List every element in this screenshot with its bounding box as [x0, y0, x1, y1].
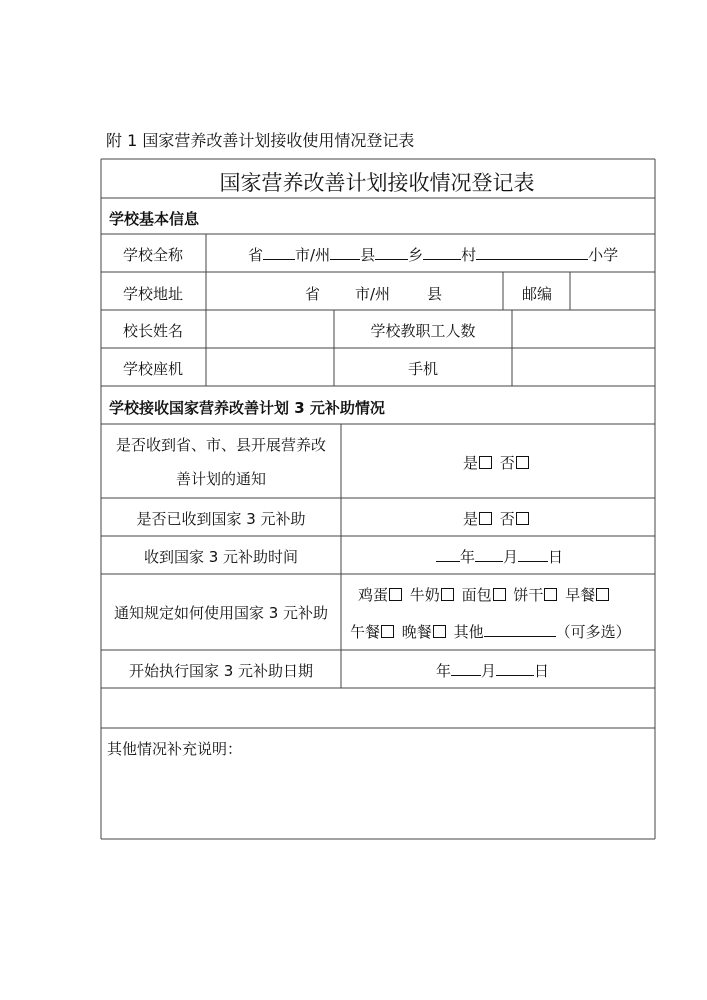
mobile-label: 手机	[407, 360, 439, 378]
q1-no-text: 否	[499, 454, 515, 472]
q2-no-checkbox[interactable]	[516, 512, 529, 525]
opt-breakfast-checkbox[interactable]	[596, 588, 609, 601]
landline-label: 学校座机	[122, 360, 184, 378]
q1-label-line1: 是否收到省、市、县开展营养改	[115, 436, 327, 454]
city-text: 市/州	[295, 246, 331, 264]
q3-label: 收到国家 3 元补助时间	[143, 548, 299, 566]
address-province-text: 省	[305, 285, 321, 303]
q5-label: 开始执行国家 3 元补助日期	[128, 662, 314, 680]
q3-day-text: 日	[548, 548, 564, 566]
q3-date-field[interactable]	[436, 546, 563, 567]
primary-school-text: 小学	[588, 246, 619, 264]
opt-milk-text: 牛奶	[409, 586, 440, 604]
q1-options	[463, 452, 532, 473]
q1-label-line2: 善计划的通知	[175, 470, 267, 488]
section-subsidy-heading: 学校接收国家营养改善计划 3 元补助情况	[109, 399, 385, 417]
remarks-field[interactable]	[102, 760, 654, 838]
province-text: 省	[248, 246, 264, 264]
q2-yes-checkbox[interactable]	[479, 512, 492, 525]
mobile-field[interactable]	[513, 349, 654, 385]
opt-bread-checkbox[interactable]	[493, 588, 506, 601]
q4-label: 通知规定如何使用国家 3 元补助	[113, 604, 329, 622]
opt-bread-text: 面包	[461, 586, 492, 604]
township-text: 乡	[408, 246, 424, 264]
section-basic-info-heading: 学校基本信息	[109, 210, 200, 228]
q1-yes-text: 是	[463, 454, 479, 472]
opt-other-field[interactable]	[484, 621, 556, 637]
multi-select-note: （可多选）	[555, 623, 631, 641]
staff-count-field[interactable]	[513, 311, 654, 347]
landline-field[interactable]	[207, 349, 333, 385]
q5-year-text: 年	[436, 662, 452, 680]
q2-no-text: 否	[499, 510, 515, 528]
q4-options-line2	[350, 621, 631, 642]
q4-options-line1	[358, 584, 612, 605]
opt-biscuit-text: 饼干	[513, 586, 544, 604]
address-county-text: 县	[427, 285, 443, 303]
school-name-field[interactable]	[248, 244, 618, 265]
school-name-label: 学校全称	[122, 246, 184, 264]
q2-label: 是否已收到国家 3 元补助	[136, 510, 306, 528]
address-label: 学校地址	[122, 285, 184, 303]
q5-month-text: 月	[481, 662, 497, 680]
remarks-label: 其他情况补充说明：	[107, 740, 243, 758]
q3-month-text: 月	[503, 548, 519, 566]
opt-dinner-text: 晚餐	[401, 623, 432, 641]
opt-egg-text: 鸡蛋	[358, 586, 389, 604]
opt-lunch-text: 午餐	[350, 623, 381, 641]
opt-milk-checkbox[interactable]	[441, 588, 454, 601]
opt-lunch-checkbox[interactable]	[381, 625, 394, 638]
opt-egg-checkbox[interactable]	[389, 588, 402, 601]
staff-count-label: 学校教职工人数	[370, 322, 476, 340]
q1-yes-checkbox[interactable]	[479, 456, 492, 469]
q3-year-text: 年	[460, 548, 476, 566]
q2-yes-text: 是	[463, 510, 479, 528]
q1-no-checkbox[interactable]	[516, 456, 529, 469]
county-text: 县	[360, 246, 376, 264]
opt-other-text: 其他	[453, 623, 484, 641]
village-text: 村	[461, 246, 477, 264]
postcode-label: 邮编	[521, 285, 553, 303]
address-city-text: 市/州	[355, 285, 391, 303]
q5-date-field[interactable]	[436, 660, 549, 681]
principal-label: 校长姓名	[122, 322, 184, 340]
blank-row	[102, 689, 654, 727]
caption: 附 1 国家营养改善计划接收使用情况登记表	[106, 131, 415, 150]
opt-breakfast-text: 早餐	[565, 586, 596, 604]
postcode-field[interactable]	[571, 273, 654, 309]
form-title: 国家营养改善计划接收情况登记表	[219, 171, 535, 195]
principal-field[interactable]	[207, 311, 333, 347]
q2-options	[463, 508, 532, 529]
opt-biscuit-checkbox[interactable]	[544, 588, 557, 601]
opt-dinner-checkbox[interactable]	[433, 625, 446, 638]
q5-day-text: 日	[534, 662, 550, 680]
